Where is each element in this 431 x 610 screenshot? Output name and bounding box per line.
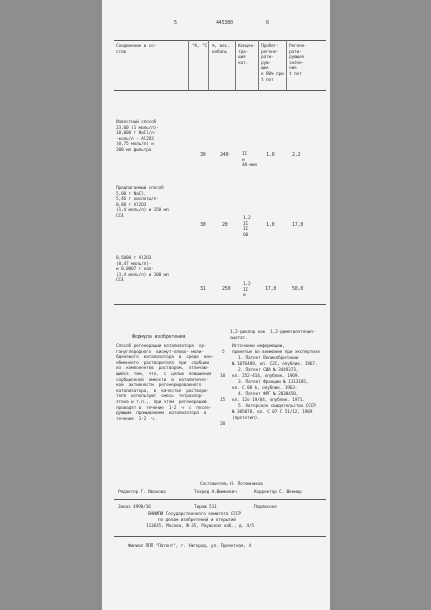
source-item: кл. 252-414, опублик. 1969. [232,374,300,379]
page-number-left: 5 [174,20,177,26]
corrector: Корректор С. Шекмар [254,490,302,495]
footer-rule [114,499,326,500]
table-column-header: Регене- рати- рующее значе- ние t пот [289,44,307,77]
table-cell-composition: 0,5000 г Al2O3 (0,47 моль/л)- и 0,0007 г кал- (3,4 моль/л) и 100 мл CC4 [116,256,169,284]
table-cell: 240 [220,152,229,158]
table-cell-composition: Предлагаемый способ 5,00 г NaCl, 5,46 г кислоты/л- 0,80 г Al2O3 (1,4 моль/л) и 150 мл CC4 [116,186,169,219]
source-item: (прототип). [232,416,260,421]
margin-line-number: 5 [222,350,225,355]
table-cell: 1,2 II и [243,282,251,299]
source-item: кл. 12о 19/04, опублик. 1971. [232,398,305,403]
table-header-rule [114,90,326,91]
editor: Редактор Г. Иванова [118,490,166,495]
compiler: Составитель Н. Потемников [200,482,263,487]
subscription: Подписное [254,505,277,510]
table-cell: II и 40 мин [242,152,258,169]
column-divider [258,40,259,90]
source-item: 3. Патент Франции № 1313185, [238,380,309,385]
table-cell: 30 [200,152,206,158]
footer-rule [114,536,326,537]
table-cell: 17,0 [265,286,277,292]
table-cell-composition: Известный способ 23,00 (1 моль/л)- 10,000 г NaCl/л- -коль/л - Al2O3 (0,75 моль/л) и 200 мл фильтра [116,120,159,153]
table-top-rule [114,40,326,41]
margin-line-number: 10 [220,374,226,379]
table-bottom-rule [114,304,326,305]
source-item: 5. Авторское свидетельство СССР [238,404,316,409]
sources-heading: Источники информации, принятые во внимание при экспертизе [232,344,320,355]
table-cell: 1,2 II II 60 [243,216,251,238]
table-cell: 30 [200,222,206,228]
table-cell: 1,0 [266,152,275,158]
table-column-header: %, вес. кобаль [212,44,230,55]
source-item: 1. Патент Великобритании [238,356,299,361]
order-number: Заказ 4990/16 [118,505,151,510]
source-item: кл. С 08 k, опублик. 1963. [232,386,298,391]
source-item: № 1076409, кл. С2С, опублик. 1967. [232,362,318,367]
table-cell: 1,0 [266,222,275,228]
branch-address: Филиал ППП "Патент", г. Ужгород, ул. Проектная, 4 [128,544,251,549]
column-divider [208,40,209,90]
table-column-header: Концен- тра- ция кат. [238,44,256,66]
publisher-org: ВНИИПИ Государственного комитета СССР [148,512,241,517]
table-column-header: °K, °C [192,44,208,49]
source-item: 2. Патент США № 3449373, [238,368,299,373]
publisher-address: 113035, Москва, Ж-35, Раушская наб., д. 4/5 [146,524,254,529]
margin-line-number: 20 [220,422,226,427]
table-cell: 20 [222,222,228,228]
document-page [102,0,330,610]
page-number-right: 6 [266,20,269,26]
table-cell: 2,2 [292,152,301,158]
patent-number: 445380 [216,20,233,26]
source-item: № 385078, кл. С 07 С 51/12, 1969 [232,410,313,415]
column-divider [235,40,236,90]
table-cell: 250 [222,286,231,292]
table-cell: 31 [200,286,206,292]
table-column-header: Пробег- регене- рати- рую- щих к 80% при t пот [261,44,284,83]
circulation: Тираж 511 [194,505,217,510]
publisher-org: по делам изобретений и открытий [158,518,236,523]
table-cell: 50,0 [292,286,304,292]
column-divider [188,40,189,90]
sources-intro: 1,2-дихлор как 1,2-диметилэтенил- ацетат. [230,330,316,341]
formula-heading: Формула изобретения [132,334,186,340]
formula-body: Способ регенерации катализатора ор- гануглеродного висмут-олово- моли- бденового катализатора в среде ион- обменного растворителя при сорбции из компонентов раствором, отличаю- щийся тем, что, с целью повышения сорбционной емкости и каталитичес- кой активности регенерированного катализатора, в качестве раствори- теля используют смесь тетрахлор- этана и т.п., при этом регенерацию проводят в течение 1-2 ч с после- дующим промыванием катализатора в течение 1-2 ч. [116,344,214,422]
tech-editor: Техред А.Шимкевич [194,490,237,495]
source-item: 4. Патент ФРГ № 2030450, [238,392,299,397]
margin-line-number: 15 [220,398,226,403]
column-divider [286,40,287,90]
table-column-header: Соединение и со- став [116,44,157,55]
table-cell: 17,0 [292,222,304,228]
